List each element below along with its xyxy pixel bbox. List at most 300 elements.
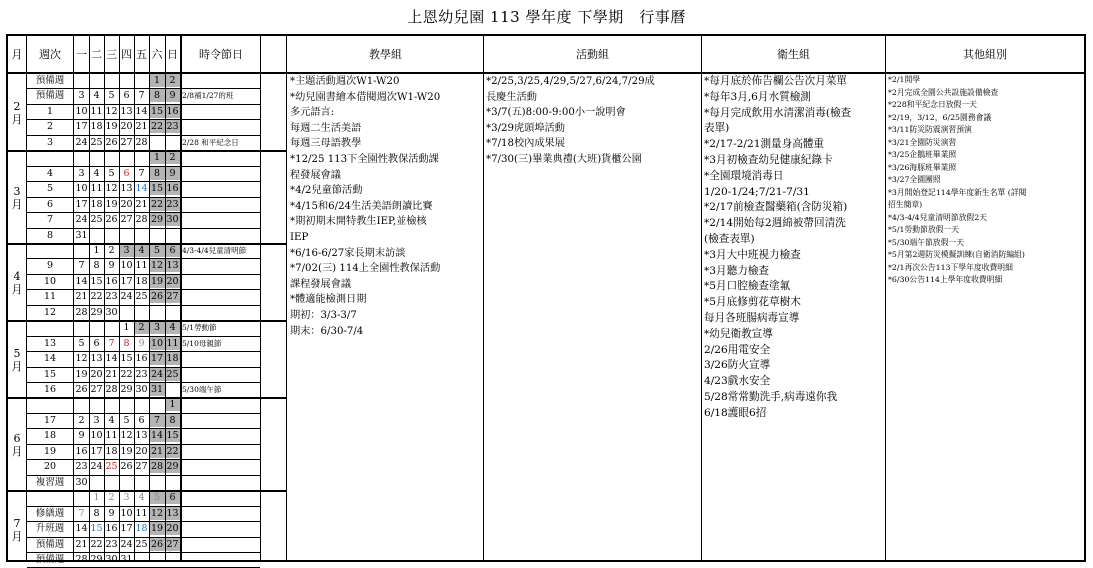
week-label bbox=[27, 321, 73, 334]
month-label: 3 月 bbox=[11, 184, 23, 211]
calendar-day: 29 bbox=[166, 461, 179, 473]
calendar-day: 20 bbox=[90, 368, 103, 380]
calendar-day: 26 bbox=[150, 538, 164, 550]
calendar-day: 6 bbox=[165, 491, 180, 504]
calendar-day: 16 bbox=[135, 353, 148, 365]
calendar-day: 11 bbox=[135, 260, 148, 272]
other-item: *5/30端午節放假一天 bbox=[888, 237, 964, 247]
calendar-day: 30 bbox=[75, 476, 88, 488]
teaching-item: *12/25 113下全園性教保活動課 bbox=[290, 153, 439, 165]
calendar-day bbox=[149, 136, 165, 149]
calendar-day bbox=[149, 398, 165, 411]
calendar-day bbox=[149, 306, 165, 319]
week-label: 預備週 bbox=[35, 538, 65, 550]
calendar-day: 25 bbox=[135, 538, 148, 550]
calendar-day: 24 bbox=[90, 461, 103, 473]
calendar-day: 1 bbox=[123, 322, 130, 334]
calendar-day: 24 bbox=[150, 368, 164, 380]
calendar-day: 27 bbox=[135, 461, 148, 473]
calendar-day bbox=[119, 476, 134, 489]
calendar-day: 27 bbox=[90, 384, 103, 395]
calendar-day: 10 bbox=[120, 260, 133, 272]
header-weekday: 二 bbox=[91, 48, 102, 61]
calendar-day: 10 bbox=[150, 337, 164, 349]
calendar-day: 14 bbox=[150, 430, 164, 442]
calendar-day: 24 bbox=[120, 538, 133, 550]
week-label: 預備週 bbox=[35, 75, 65, 86]
other-item: *5/1勞動節放假一天 bbox=[888, 225, 960, 234]
health-column bbox=[704, 74, 884, 422]
calendar-day: 17 bbox=[75, 121, 88, 133]
calendar-day: 1 bbox=[149, 151, 165, 164]
teaching-item: 每週三母語教學 bbox=[290, 138, 362, 150]
holiday-note: 5/10母親節 bbox=[182, 338, 222, 348]
calendar-day: 13 bbox=[90, 353, 103, 365]
calendar-day: 15 bbox=[150, 105, 164, 117]
calendar-day: 19 bbox=[75, 368, 88, 380]
calendar-day: 5 bbox=[108, 90, 115, 102]
other-item: *2/1再次公告113下學年度收費明細 bbox=[888, 262, 1013, 272]
calendar-day: 23 bbox=[166, 198, 179, 210]
calendar-day: 17 bbox=[150, 353, 164, 365]
calendar-day: 19 bbox=[105, 121, 118, 133]
col-divider bbox=[260, 36, 261, 560]
calendar-day: 21 bbox=[75, 538, 88, 550]
calendar-day: 21 bbox=[75, 291, 88, 303]
teaching-item: 程發展會議 bbox=[290, 169, 341, 181]
calendar-day: 6 bbox=[93, 337, 100, 349]
calendar-day bbox=[119, 74, 134, 87]
calendar-day: 2 bbox=[78, 414, 85, 426]
calendar-day: 28 bbox=[135, 136, 148, 148]
calendar-day bbox=[104, 74, 119, 87]
other-item: *3/21全園防災演習 bbox=[888, 137, 957, 147]
calendar-day: 2 bbox=[134, 321, 149, 334]
other-item: *3/25企鵝班畢業照 bbox=[888, 150, 957, 159]
calendar-day: 13 bbox=[135, 430, 148, 442]
calendar-day: 26 bbox=[75, 384, 88, 395]
calendar-day: 18 bbox=[105, 445, 118, 457]
calendar-day: 19 bbox=[120, 445, 133, 457]
header-weekday: 三 bbox=[106, 48, 117, 61]
calendar-day bbox=[89, 398, 104, 411]
calendar-day bbox=[165, 306, 180, 319]
week-label bbox=[27, 244, 73, 257]
calendar-day: 14 bbox=[135, 183, 148, 195]
day-divider bbox=[149, 36, 150, 560]
calendar-day: 19 bbox=[105, 198, 118, 210]
calendar-day: 28 bbox=[105, 384, 118, 395]
calendar-day: 31 bbox=[150, 384, 164, 395]
calendar-day: 7 bbox=[149, 414, 165, 427]
calendar-day bbox=[104, 229, 119, 242]
calendar-day: 18 bbox=[90, 198, 103, 210]
calendar-table bbox=[6, 34, 1086, 565]
month-label: 6 月 bbox=[11, 431, 23, 458]
other-item: *3/26海豚班畢業照 bbox=[888, 162, 957, 172]
calendar-day: 20 bbox=[166, 275, 179, 287]
header-weekday: 五 bbox=[136, 48, 147, 61]
calendar-day: 14 bbox=[135, 105, 148, 117]
day-divider bbox=[89, 36, 90, 560]
calendar-day: 13 bbox=[120, 183, 133, 195]
calendar-day bbox=[134, 306, 149, 319]
week-label: 2 bbox=[46, 121, 54, 133]
health-item: *5月底修剪花草樹木 bbox=[704, 296, 801, 309]
calendar-day: 1 bbox=[149, 74, 165, 87]
calendar-day: 24 bbox=[75, 136, 88, 148]
calendar-day bbox=[165, 229, 180, 242]
header-week: 週次 bbox=[39, 48, 61, 61]
calendar-day: 22 bbox=[120, 368, 133, 380]
teaching-item: *主題活動週次W1-W20 bbox=[290, 76, 400, 87]
calendar-day: 16 bbox=[105, 275, 118, 287]
calendar-day bbox=[119, 306, 134, 319]
calendar-day: 17 bbox=[120, 523, 133, 535]
health-item: 表單) bbox=[704, 122, 730, 135]
calendar-day bbox=[119, 398, 134, 411]
day-divider bbox=[165, 36, 166, 560]
calendar-day: 25 bbox=[90, 214, 103, 226]
calendar-day: 16 bbox=[105, 523, 118, 535]
calendar-day: 31 bbox=[75, 229, 88, 241]
other-item: *3/27全園團照 bbox=[888, 175, 941, 184]
holiday-note: 2/8補1/27的班 bbox=[182, 91, 234, 101]
holiday-note: 2/28 和平紀念日 bbox=[182, 137, 239, 147]
calendar-day: 3 bbox=[78, 167, 85, 179]
calendar-day: 2 bbox=[165, 151, 180, 164]
activity-item: *7/18校內成果展 bbox=[486, 138, 565, 149]
calendar-day: 29 bbox=[120, 384, 133, 395]
calendar-day: 12 bbox=[75, 353, 88, 365]
week-label: 預備週 bbox=[35, 553, 65, 565]
calendar-day: 4 bbox=[165, 321, 180, 334]
calendar-day bbox=[165, 136, 180, 149]
week-label: 5 bbox=[46, 183, 54, 195]
calendar-day: 25 bbox=[135, 291, 148, 303]
calendar-day bbox=[89, 229, 104, 242]
calendar-day bbox=[165, 476, 180, 489]
activity-item: *3/29虎頭埠活動 bbox=[486, 122, 565, 134]
other-item: *2/1開學 bbox=[888, 75, 921, 84]
other-item: *6/30公告114上學年度收費明細 bbox=[888, 275, 1003, 284]
month-divider bbox=[8, 243, 287, 245]
teaching-item: 每週二生活美語 bbox=[290, 122, 362, 134]
calendar-day bbox=[149, 476, 165, 489]
header-holidays: 時令節日 bbox=[199, 48, 243, 61]
teaching-item: 多元語言: bbox=[290, 107, 335, 119]
calendar-day: 2 bbox=[108, 492, 115, 504]
week-label: 14 bbox=[43, 353, 57, 365]
holiday-note: 5/30端午節 bbox=[182, 385, 222, 394]
calendar-day: 13 bbox=[166, 507, 179, 519]
calendar-day: 13 bbox=[120, 105, 133, 117]
week-label: 預備週 bbox=[35, 90, 65, 102]
teaching-item: *4/2兒童節活動 bbox=[290, 185, 363, 197]
calendar-day: 27 bbox=[120, 136, 133, 148]
calendar-day: 11 bbox=[90, 183, 103, 195]
header-teaching: 教學組 bbox=[369, 48, 402, 61]
calendar-day bbox=[119, 151, 134, 164]
calendar-day: 9 bbox=[78, 430, 85, 442]
teaching-item: 期末：6/30-7/4 bbox=[290, 325, 364, 337]
calendar-day: 17 bbox=[75, 198, 88, 210]
calendar-day: 15 bbox=[90, 523, 103, 535]
col-divider bbox=[701, 36, 702, 560]
calendar-day: 22 bbox=[150, 198, 164, 210]
col-divider bbox=[885, 36, 886, 560]
health-item: 1/20-1/24;7/21-7/31 bbox=[704, 185, 810, 198]
week-label: 升班週 bbox=[35, 523, 65, 535]
month-divider bbox=[8, 490, 287, 492]
calendar-day: 9 bbox=[108, 507, 115, 519]
calendar-day: 19 bbox=[150, 523, 164, 535]
calendar-day: 6 bbox=[123, 167, 130, 179]
week-label: 13 bbox=[43, 337, 57, 349]
calendar-day: 4 bbox=[108, 414, 115, 426]
calendar-day: 9 bbox=[108, 260, 115, 272]
week-label bbox=[27, 151, 73, 164]
calendar-day: 31 bbox=[120, 553, 133, 565]
calendar-day: 23 bbox=[166, 121, 179, 133]
calendar-day: 5 bbox=[123, 414, 130, 426]
calendar-day: 30 bbox=[105, 553, 118, 565]
calendar-day bbox=[89, 74, 104, 87]
calendar-day: 21 bbox=[135, 198, 148, 210]
calendar-day: 24 bbox=[75, 214, 88, 226]
calendar-day: 27 bbox=[166, 538, 179, 550]
calendar-day: 1 bbox=[93, 244, 100, 256]
calendar-day: 3 bbox=[149, 321, 165, 334]
health-item: *全園環境消毒日 bbox=[704, 169, 784, 182]
day-divider bbox=[104, 36, 105, 560]
calendar-day: 20 bbox=[120, 198, 133, 210]
calendar-day: 2 bbox=[108, 244, 115, 256]
calendar-day: 25 bbox=[105, 461, 118, 473]
col-divider bbox=[286, 36, 287, 560]
calendar-day: 15 bbox=[120, 353, 133, 365]
calendar-day: 15 bbox=[150, 183, 164, 195]
header-weekday: 日 bbox=[167, 48, 178, 61]
week-label: 11 bbox=[43, 291, 57, 303]
calendar-day: 22 bbox=[150, 121, 164, 133]
calendar-day: 21 bbox=[135, 121, 148, 133]
calendar-day: 26 bbox=[105, 136, 118, 148]
activity-item: *3/7(五)8:00-9:00小一說明會 bbox=[486, 107, 626, 118]
calendar-day: 2 bbox=[165, 74, 180, 87]
calendar-day: 22 bbox=[166, 445, 179, 457]
calendar-day: 10 bbox=[75, 183, 88, 195]
calendar-day: 4 bbox=[93, 90, 100, 102]
calendar-day: 27 bbox=[166, 291, 179, 303]
week-label: 1 bbox=[46, 105, 54, 117]
calendar-day: 3 bbox=[78, 90, 85, 102]
teaching-item: *幼兒園書繪本借閱週次W1-W20 bbox=[290, 91, 441, 103]
calendar-day: 6 bbox=[138, 414, 145, 426]
calendar-day: 8 bbox=[149, 167, 165, 180]
week-label: 3 bbox=[46, 136, 54, 148]
calendar-day bbox=[134, 476, 149, 489]
health-item: *2/17-2/21測量身高體重 bbox=[704, 138, 825, 151]
calendar-day bbox=[74, 151, 89, 164]
teaching-item: *7/02(三) 114上全園性教保活動 bbox=[290, 263, 441, 275]
calendar-day: 5 bbox=[149, 491, 165, 504]
calendar-day: 18 bbox=[135, 523, 148, 535]
calendar-day: 4 bbox=[134, 244, 149, 257]
health-item: *幼兒衛教宣導 bbox=[704, 327, 773, 340]
calendar-day bbox=[134, 229, 149, 242]
header-month: 月 bbox=[11, 48, 23, 61]
calendar-day: 21 bbox=[150, 445, 164, 457]
health-item: *每年3月,6月水質檢測 bbox=[704, 90, 811, 103]
col-divider bbox=[483, 36, 484, 560]
calendar-day: 11 bbox=[166, 337, 179, 349]
calendar-day: 20 bbox=[135, 445, 148, 457]
week-label: 7 bbox=[46, 214, 54, 226]
calendar-day: 17 bbox=[120, 275, 133, 287]
health-item: *2/14開始每2週綿被帶回清洗 bbox=[704, 217, 846, 230]
calendar-day bbox=[104, 398, 119, 411]
calendar-day: 7 bbox=[138, 90, 145, 102]
calendar-day bbox=[104, 476, 119, 489]
calendar-day: 5 bbox=[108, 167, 115, 179]
calendar-day bbox=[74, 398, 89, 411]
calendar-day: 25 bbox=[90, 136, 103, 148]
calendar-day bbox=[119, 229, 134, 242]
month-label: 5 月 bbox=[11, 346, 23, 373]
page-title: 上恩幼兒園 113 學年度 下學期 行事曆 bbox=[407, 8, 686, 26]
health-item: *3月聽力檢查 bbox=[704, 264, 770, 277]
week-label: 複習週 bbox=[35, 476, 65, 488]
health-item: *2/17前檢查醫藥箱(含防災箱) bbox=[704, 201, 848, 214]
header-other: 其他組別 bbox=[963, 48, 1007, 61]
calendar-day: 16 bbox=[75, 445, 88, 457]
calendar-day: 10 bbox=[90, 430, 103, 442]
health-item: 5/28常常勤洗手,病毒遠你我 bbox=[704, 390, 838, 403]
calendar-day: 5 bbox=[149, 244, 165, 257]
health-item: 2/26用電安全 bbox=[704, 343, 771, 356]
calendar-day: 8 bbox=[93, 507, 100, 519]
calendar-day: 22 bbox=[90, 538, 103, 550]
header-weekday: 一 bbox=[76, 48, 87, 61]
week-label: 15 bbox=[43, 368, 57, 380]
header-weekday: 六 bbox=[151, 48, 163, 61]
week-label: 10 bbox=[43, 275, 57, 287]
header-weekday: 四 bbox=[121, 48, 132, 61]
week-label: 8 bbox=[46, 229, 54, 241]
calendar-day: 3 bbox=[119, 244, 134, 257]
health-item: 6/18護眼6招 bbox=[704, 406, 767, 419]
calendar-day: 3 bbox=[93, 414, 100, 426]
week-label: 20 bbox=[43, 461, 57, 473]
calendar-day bbox=[74, 491, 89, 504]
other-item: *2月完成全園公共設施設備檢查 bbox=[888, 87, 999, 97]
other-item: *3/11防災防震演習預演 bbox=[888, 125, 972, 134]
calendar-day: 8 bbox=[149, 89, 165, 102]
calendar-day bbox=[134, 151, 149, 164]
holiday-note: 4/3-4/4兒童清明節 bbox=[182, 245, 247, 255]
day-divider bbox=[134, 36, 135, 560]
calendar-day: 19 bbox=[150, 275, 164, 287]
calendar-day: 29 bbox=[90, 306, 103, 318]
week-label: 9 bbox=[46, 260, 54, 272]
week-label: 18 bbox=[43, 430, 57, 442]
calendar-day: 12 bbox=[150, 507, 164, 519]
calendar-day: 29 bbox=[90, 553, 103, 565]
week-label: 6 bbox=[46, 198, 54, 210]
calendar-day: 15 bbox=[90, 275, 103, 287]
calendar-day: 13 bbox=[166, 260, 179, 272]
calendar-day bbox=[74, 74, 89, 87]
calendar-day bbox=[149, 229, 165, 242]
health-item: *每月完成飲用水清潔消毒(檢查 bbox=[704, 106, 852, 119]
month-divider bbox=[8, 150, 287, 152]
teaching-item: *4/15和6/24生活美語朗讀比賽 bbox=[290, 200, 433, 212]
calendar-day: 26 bbox=[150, 291, 164, 303]
other-item: 招生簡章) bbox=[888, 200, 923, 209]
health-item: 每月各班腸病毒宣導 bbox=[704, 311, 800, 324]
activity-item: *7/30(三)畢業典禮(大班)貨櫃公園 bbox=[486, 153, 642, 165]
month-label: 4 月 bbox=[11, 269, 23, 296]
calendar-day: 20 bbox=[166, 523, 179, 535]
other-column bbox=[888, 74, 1084, 287]
calendar-day: 9 bbox=[165, 89, 180, 102]
other-item: *5月第2週防災模擬訓練(自衛消防編組) bbox=[888, 250, 1025, 259]
teaching-item: 課程發展會議 bbox=[290, 278, 352, 290]
calendar-day: 24 bbox=[120, 291, 133, 303]
calendar-day: 11 bbox=[90, 105, 103, 117]
calendar-day: 23 bbox=[105, 291, 118, 303]
calendar-day bbox=[89, 476, 104, 489]
calendar-day: 23 bbox=[135, 368, 148, 380]
calendar-day: 18 bbox=[135, 275, 148, 287]
teaching-item: *期初期末開特教生IEP,並檢核 bbox=[290, 216, 427, 228]
header-health: 衛生組 bbox=[777, 48, 810, 61]
health-item: (檢查表單) bbox=[704, 232, 755, 245]
calendar-day: 6 bbox=[165, 244, 180, 257]
calendar-day: 8 bbox=[93, 260, 100, 272]
activity-item: 長慶生活動 bbox=[486, 91, 537, 103]
calendar-day: 12 bbox=[120, 430, 133, 442]
health-item: *5月口腔檢查塗氟 bbox=[704, 280, 791, 293]
calendar-day: 20 bbox=[120, 121, 133, 133]
calendar-day: 1 bbox=[165, 398, 180, 411]
calendar-day: 17 bbox=[90, 445, 103, 457]
calendar-day: 28 bbox=[135, 214, 148, 226]
calendar-day bbox=[89, 151, 104, 164]
calendar-day: 30 bbox=[105, 306, 118, 318]
calendar-day: 4 bbox=[93, 167, 100, 179]
other-item: *4/3-4/4兒童清明節放假2天 bbox=[888, 212, 987, 222]
activity-column bbox=[486, 74, 700, 167]
week-label: 19 bbox=[43, 445, 57, 457]
teaching-item: 期初：3/3-3/7 bbox=[290, 309, 357, 321]
month-label: 7 月 bbox=[11, 516, 23, 543]
header-activity: 活動組 bbox=[576, 48, 609, 61]
day-divider bbox=[119, 36, 120, 560]
health-item: *3月大中班視力檢查 bbox=[704, 248, 801, 261]
calendar-day: 9 bbox=[138, 337, 145, 349]
calendar-day bbox=[134, 553, 149, 566]
calendar-day: 30 bbox=[166, 214, 179, 226]
calendar-day: 25 bbox=[166, 368, 179, 380]
calendar-day: 5 bbox=[78, 337, 85, 349]
calendar-day: 1 bbox=[93, 492, 100, 504]
calendar-day: 12 bbox=[105, 105, 118, 117]
calendar-day bbox=[89, 321, 104, 334]
calendar-day bbox=[165, 383, 180, 396]
month-label: 2 月 bbox=[11, 99, 23, 126]
